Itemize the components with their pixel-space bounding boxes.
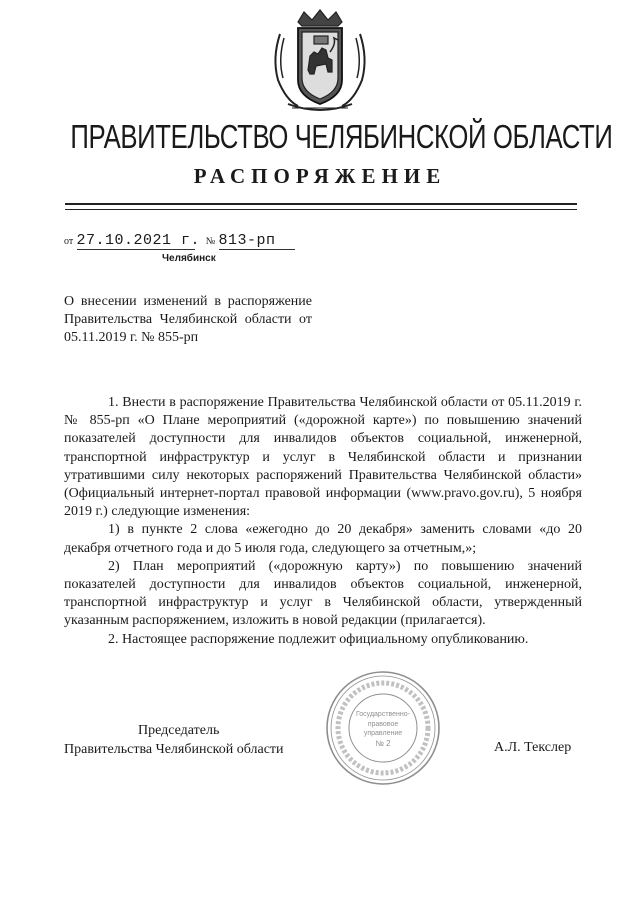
coat-of-arms-emblem <box>268 8 372 114</box>
body-paragraph-2: 1) в пункте 2 слова «ежегодно до 20 декабря» заменить словами «до 20 декабря отчетного года и до 5 июля года, следующего за отчетным,»; <box>64 522 582 556</box>
number-field <box>219 232 295 250</box>
document-subject: О внесении изменений в распоряжение Правительства Челябинской области от 05.11.2019 г. № 855-рп <box>64 294 312 345</box>
signer-name: А.Л. Текслер <box>494 740 572 755</box>
signature-position <box>64 721 284 759</box>
number-value: 813-рп <box>218 232 276 249</box>
body-paragraph-3: 2) План мероприятий («дорожную карту») по повышению значений показателей доступности для инвалидов объектов социальной, инженерной, транспортной инфраструктур и услуг в Челябинской области, утвержденный указанным распоряжением, изложить в новой редакции (прилагается). <box>64 558 582 629</box>
stamp-line-4: № 2 <box>375 739 391 748</box>
body-paragraph-4: 2. Настоящее распоряжение подлежит официальному опубликованию. <box>108 631 529 647</box>
signature-position-line2: Правительства Челябинской области <box>64 742 284 757</box>
date-field <box>76 232 201 250</box>
date-prefix: от <box>64 236 74 247</box>
body-paragraph-1: 1. Внести в распоряжение Правительства Челябинской области от 05.11.2019 г. № 855-рп «О Плане мероприятий («дорожной карте») по повышению значений показателей доступности для инвалидов объектов социальной, инженерной, транспортной инфраструктур и услуг в Челябинской области и признании утратившими силу некоторых распоряжений Правительства Челябинской области» (Официальный интернет-портал правовой информации (www.pravo.gov.ru), 5 ноября 2019 г.) следующие изменения: <box>64 395 582 520</box>
header-rule-thin <box>65 209 577 210</box>
stamp-line-2: правовое <box>367 721 399 728</box>
city-label: Челябинск <box>162 253 216 264</box>
document-type-title: РАСПОРЯЖЕНИЕ <box>193 164 447 188</box>
number-prefix: № <box>205 236 216 247</box>
stamp-line-3: управление <box>363 730 403 737</box>
document-meta <box>64 232 295 250</box>
official-stamp <box>323 668 443 788</box>
date-value: 27.10.2021 г. <box>76 232 201 249</box>
document-body <box>64 394 582 649</box>
header-rule-thick <box>65 203 577 205</box>
stamp-line-1: Государственно- <box>355 711 411 718</box>
government-title: ПРАВИТЕЛЬСТВО ЧЕЛЯБИНСКОЙ ОБЛАСТИ <box>70 118 613 155</box>
signature-position-line1: Председатель <box>138 723 220 738</box>
